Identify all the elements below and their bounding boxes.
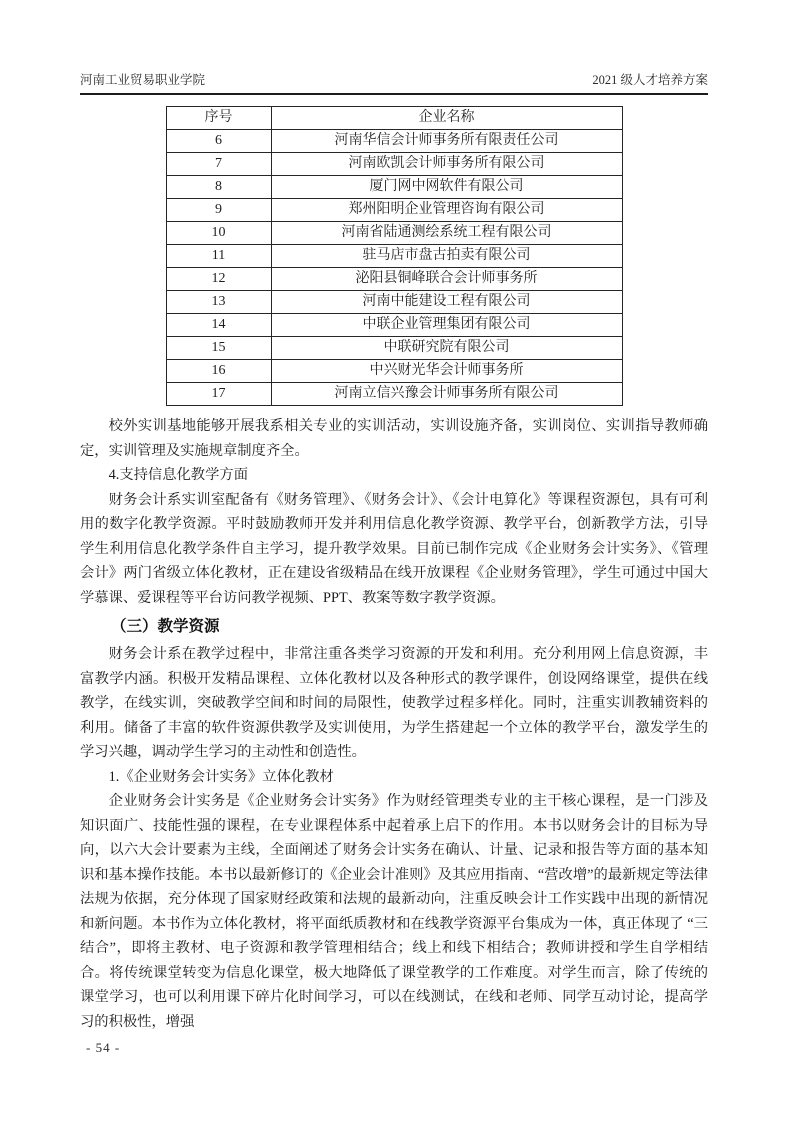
table-row	[166, 130, 622, 153]
cell-company-name: 中联研究院有限公司	[271, 337, 622, 360]
cell-company-name: 厦门网中网软件有限公司	[271, 176, 622, 199]
section-heading-teaching-resources: （三）教学资源	[111, 618, 220, 635]
table-row	[166, 291, 622, 314]
header-school-name: 河南工业贸易职业学院	[80, 73, 206, 87]
page-header	[80, 70, 708, 93]
company-table	[166, 106, 623, 406]
cell-serial-number: 16	[166, 360, 271, 383]
cell-serial-number: 14	[166, 314, 271, 337]
cell-company-name: 驻马店市盘古拍卖有限公司	[271, 245, 622, 268]
cell-serial-number: 12	[166, 268, 271, 291]
cell-company-name: 河南中能建设工程有限公司	[271, 291, 622, 314]
paragraph-informatization: 财务会计系实训室配备有《财务管理》、《财务会计》、《会计电算化》等课程资源包，具有可利用的数字化教学资源。平时鼓励教师开发并利用信息化教学资源、教学平台，创新教学方法，引导学生利用信息化教学条件自主学习，提升教学效果。目前已制作完成《企业财务会计实务》、《管理会计》两门省级立体化教材，正在建设省级精品在线开放课程《企业财务管理》，学生可通过中国大学慕课、爱课程等平台访问教学视频、PPT、教案等数字教学资源。	[80, 491, 708, 606]
table-row	[166, 153, 622, 176]
table-row	[166, 176, 622, 199]
cell-company-name: 河南立信兴豫会计师事务所有限公司	[271, 383, 622, 406]
cell-company-name: 中联企业管理集团有限公司	[271, 314, 622, 337]
cell-serial-number: 8	[166, 176, 271, 199]
cell-company-name: 郑州阳明企业管理咨询有限公司	[271, 199, 622, 222]
cell-serial-number: 15	[166, 337, 271, 360]
cell-company-name: 河南省陆通测绘系统工程有限公司	[271, 222, 622, 245]
paragraph-teaching-resources: 财务会计系在教学过程中，非常注重各类学习资源的开发和利用。充分利用网上信息资源，丰富教学内涵。积极开发精品课程、立体化教材以及各种形式的教学课件，创设网络课堂，提供在线教学，在线实训，突破教学空间和时间的局限性，使教学过程多样化。同时，注重实训教辅资料的利用。储备了丰富的软件资源供教学及实训使用，为学生搭建起一个立体的教学平台，激发学生的学习兴趣，调动学生学习的主动性和创造性。	[80, 646, 708, 760]
table-row	[166, 199, 622, 222]
cell-company-name: 河南华信会计师事务所有限责任公司	[271, 130, 622, 153]
cell-company-name: 泌阳县铜峰联合会计师事务所	[271, 268, 622, 291]
table-row	[166, 245, 622, 268]
column-header-company-name: 企业名称	[271, 107, 622, 130]
cell-serial-number: 13	[166, 291, 271, 314]
cell-serial-number: 7	[166, 153, 271, 176]
cell-serial-number: 17	[166, 383, 271, 406]
cell-serial-number: 6	[166, 130, 271, 153]
header-doc-title: 2021 级人才培养方案	[592, 73, 708, 87]
column-header-serial: 序号	[166, 107, 271, 130]
cell-company-name: 中兴财光华会计师事务所	[271, 360, 622, 383]
table-row	[166, 337, 622, 360]
list-item-4-informatization-title: 4.支持信息化教学方面	[108, 467, 248, 483]
table-row	[166, 222, 622, 245]
page-number: - 54 -	[86, 1040, 121, 1055]
table-header-row	[166, 107, 622, 130]
list-item-1-textbook-title: 1.《企业财务会计实务》立体化教材	[108, 768, 334, 785]
cell-serial-number: 11	[166, 245, 271, 268]
cell-serial-number: 10	[166, 222, 271, 245]
page-footer	[86, 1040, 120, 1056]
table-row	[166, 360, 622, 383]
cell-serial-number: 9	[166, 199, 271, 222]
cell-company-name: 河南欧凯会计师事务所有限公司	[271, 153, 622, 176]
paragraph-training-base: 校外实训基地能够开展我系相关专业的实训活动，实训设施齐备，实训岗位、实训指导教师确定，实训管理及实施规章制度齐全。	[80, 418, 708, 459]
table-row	[166, 268, 622, 291]
table-row	[166, 383, 622, 406]
paragraph-textbook: 企业财务会计实务是《企业财务会计实务》作为财经管理类专业的主干核心课程，是一门涉及知识面广、技能性强的课程，在专业课程体系中起着承上启下的作用。本书以财务会计的目标为导向，以六大会计要素为主线，全面阐述了财务会计实务在确认、计量、记录和报告等方面的基本知识和基本操作技能。本书以最新修订的《企业会计准则》及其应用指南、“营改增”的最新规定等法律法规为依据，充分体现了国家财经政策和法规的最新动向，注重反映会计工作实践中出现的新情况和新问题。本书作为立体化教材，将平面纸质教材和在线教学资源平台集成为一体，真正体现了 “三结合”，即将主教材、电子资源和教学管理相结合；线上和线下相结合；教师讲授和学生自学相结合。将传统课堂转变为信息化课堂，极大地降低了课堂教学的工作难度。对学生而言，除了传统的课堂学习，也可以利用课下碎片化时间学习，可以在线测试，在线和老师、同学互动讨论，提高学习的积极性，增强	[80, 793, 708, 1030]
table-row	[166, 314, 622, 337]
header-divider	[80, 93, 708, 95]
